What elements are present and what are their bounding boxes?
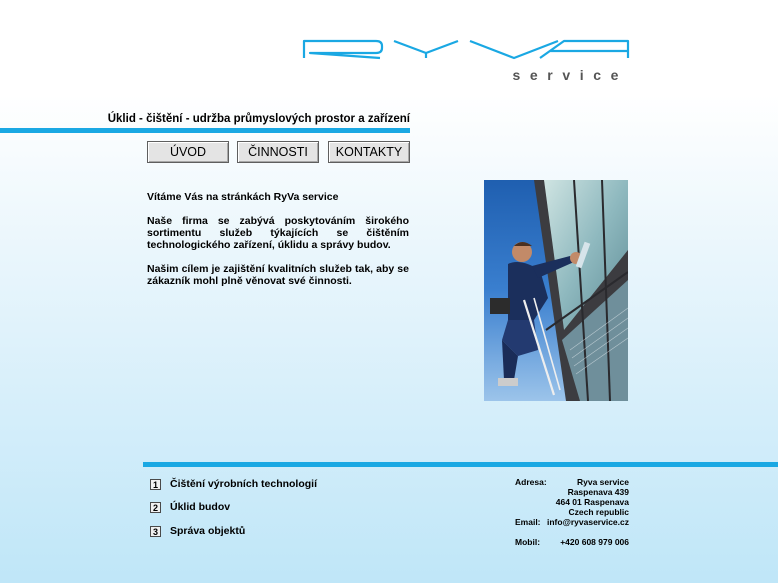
- nav-button-uvod[interactable]: ÚVOD: [147, 141, 229, 163]
- ryva-logo[interactable]: [302, 38, 632, 84]
- service-number-box: 2: [150, 502, 161, 513]
- service-label: Úklid budov: [170, 501, 231, 514]
- ryva-logo-graphic: [302, 38, 632, 84]
- email-link[interactable]: info@ryvaservice.cz: [547, 517, 629, 527]
- service-link-1[interactable]: [150, 478, 317, 494]
- service-label: Správa objektů: [170, 525, 246, 538]
- company-name: Ryva service: [577, 477, 629, 487]
- address-street: Raspenava 439: [567, 487, 629, 497]
- address-country: Czech republic: [568, 507, 629, 517]
- top-divider: [0, 128, 410, 133]
- service-link-2[interactable]: [150, 501, 230, 517]
- logo-service-text: service: [512, 67, 628, 83]
- intro-paragraph-1: Naše firma se zabývá poskytováním širokého sortimentu služeb týkajících se čištěním technologického zařízení, úklidu a správy budov.: [147, 215, 409, 251]
- service-link-3[interactable]: [150, 525, 245, 541]
- service-number-box: 3: [150, 526, 161, 537]
- contact-block: [515, 477, 629, 547]
- mobile-label: Mobil:: [515, 537, 541, 547]
- intro-text: [147, 191, 409, 299]
- email-label: Email:: [515, 517, 541, 527]
- address-city: 464 01 Raspenava: [555, 497, 629, 507]
- intro-heading: Vítáme Vás na stránkách RyVa service: [147, 191, 339, 203]
- tagline: Úklid - čištění - udržba průmyslových prostor a zařízení: [107, 113, 410, 125]
- address-label: Adresa:: [515, 477, 547, 487]
- window-cleaner-photo: [484, 180, 628, 401]
- nav-button-kontakty[interactable]: KONTAKTY: [328, 141, 410, 163]
- mobile-number: +420 608 979 006: [560, 537, 629, 547]
- nav-button-cinnosti[interactable]: ČINNOSTI: [237, 141, 319, 163]
- service-label: Čištění výrobních technologií: [170, 478, 318, 491]
- bottom-divider: [143, 462, 778, 467]
- service-number-box: 1: [150, 479, 161, 490]
- intro-paragraph-2: Našim cílem je zajištění kvalitních služeb tak, aby se zákazník mohl plně věnovat své činnosti.: [147, 263, 409, 287]
